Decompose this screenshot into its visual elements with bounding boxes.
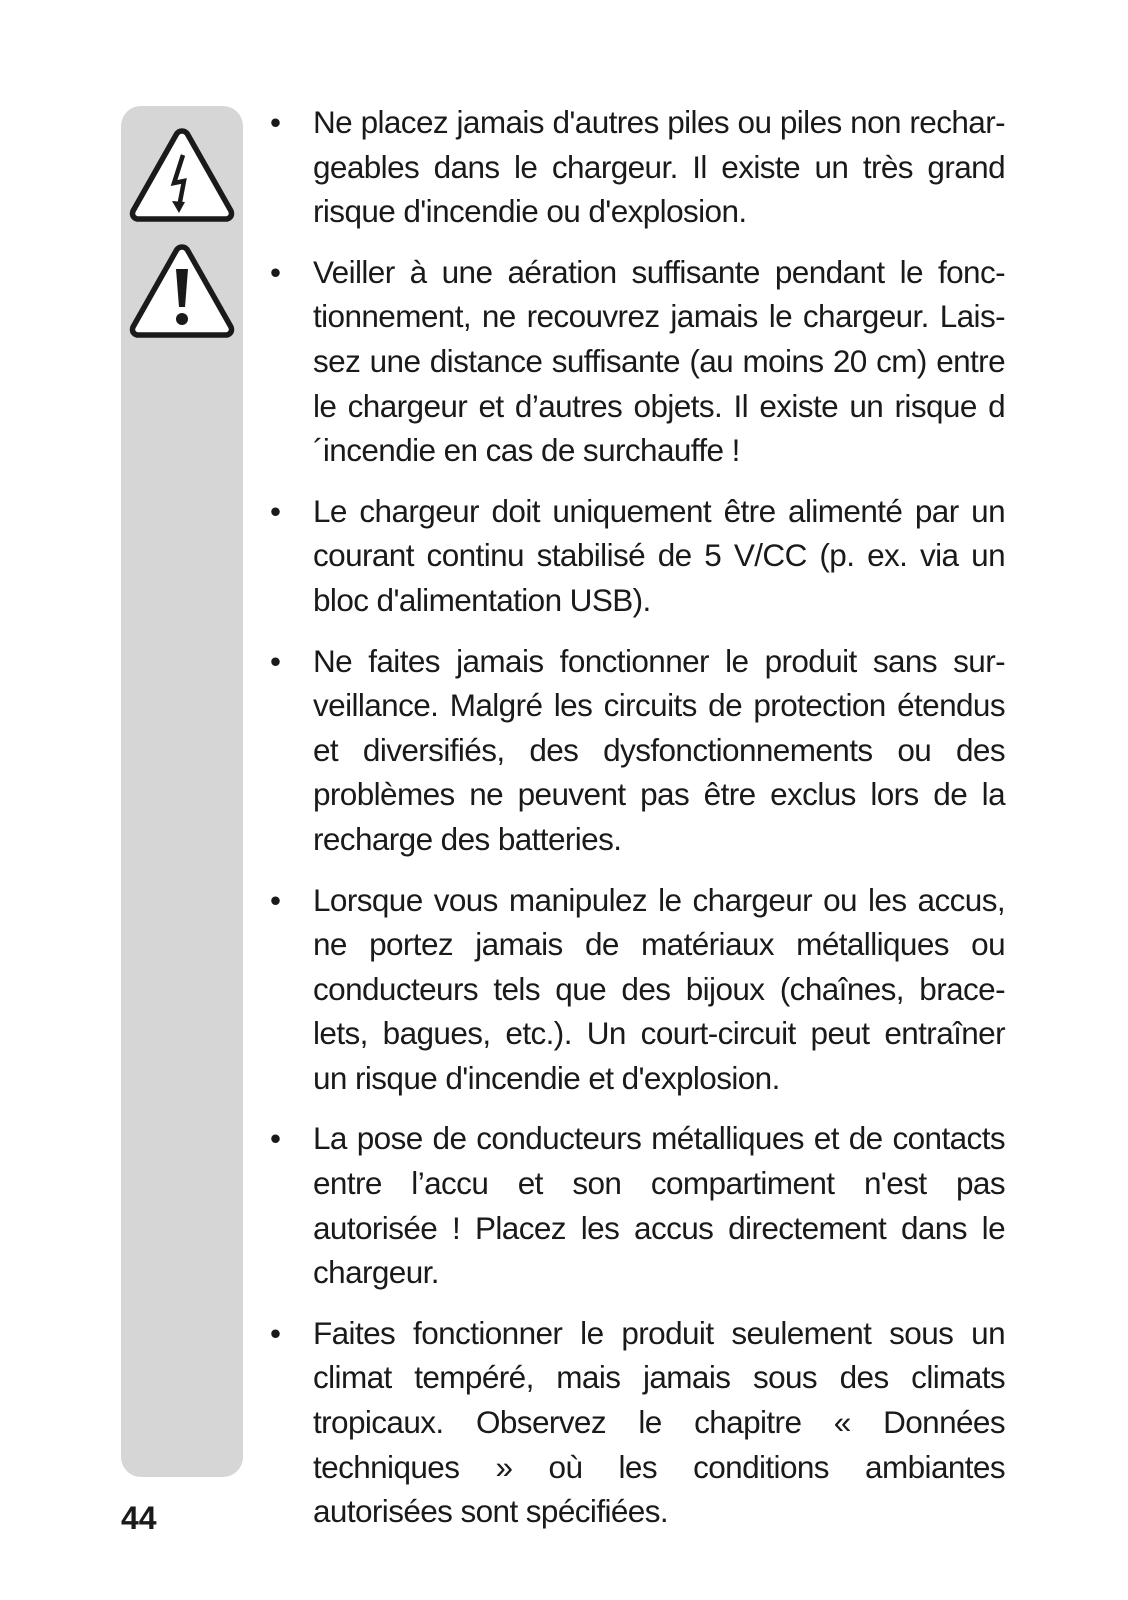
list-item [270,639,1005,862]
bullet: • [270,1314,281,1351]
list-item [270,100,1005,234]
list-item [270,1116,1005,1294]
list-item-text: Le chargeur doit uniquement être alimenté par un courant continu stabilisé de 5 V/CC (p. ex. via un bloc d'alimentation USB). [313,492,1005,618]
list-item-text: Veiller à une aération suffisante pendant le fonc-tionnement, ne recouvrez jamais le chargeur. Lais-sez une distance suffisante (au moins 20 cm) entre le chargeur et d’autres objets. Il existe un risque d´incendie en cas de surchauffe ! [313,253,1005,469]
list-item-text: Ne placez jamais d'autres piles ou piles non rechar-geables dans le chargeur. Il existe un très grand risque d'incendie ou d'explosion. [313,104,1005,230]
list-item-text: La pose de conducteurs métalliques et de contacts entre l’accu et son compartiment n'est pas autorisée ! Placez les accus directement dans le chargeur. [313,1120,1005,1291]
bullet: • [270,492,281,529]
list-item-text: Ne faites jamais fonctionner le produit sans sur-veillance. Malgré les circuits de protection étendus et diversifiés, des dysfonctionnements ou des problèmes ne peuvent pas être exclus lors de la recharge des batteries. [313,642,1005,857]
bullet: • [270,104,281,140]
bullet: • [270,1120,281,1157]
bullet: • [270,881,281,918]
bullet: • [270,642,281,679]
list-item [270,489,1005,623]
list-item [270,878,1005,1101]
electric-hazard-icon [127,125,237,227]
list-item [270,1311,1005,1534]
safety-instructions-list [270,100,1005,1550]
list-item-text: Lorsque vous manipulez le chargeur ou les accus, ne portez jamais de matériaux métalliques ou conducteurs tels que des bijoux (chaînes, brace-lets, bagues, etc.). Un court-circuit peut entraîner un risque d'incendie et d'explosion. [313,881,1005,1096]
list-item-text: Faites fonctionner le produit seulement sous un climat tempéré, mais jamais sous des climats tropicaux. Observez le chapitre « Données techniques » où les conditions ambiantes autorisées sont spécifiées. [313,1314,1005,1530]
page-number: 44 [121,1500,157,1536]
list-item [270,250,1005,473]
bullet: • [270,253,281,290]
general-warning-icon [127,241,237,343]
